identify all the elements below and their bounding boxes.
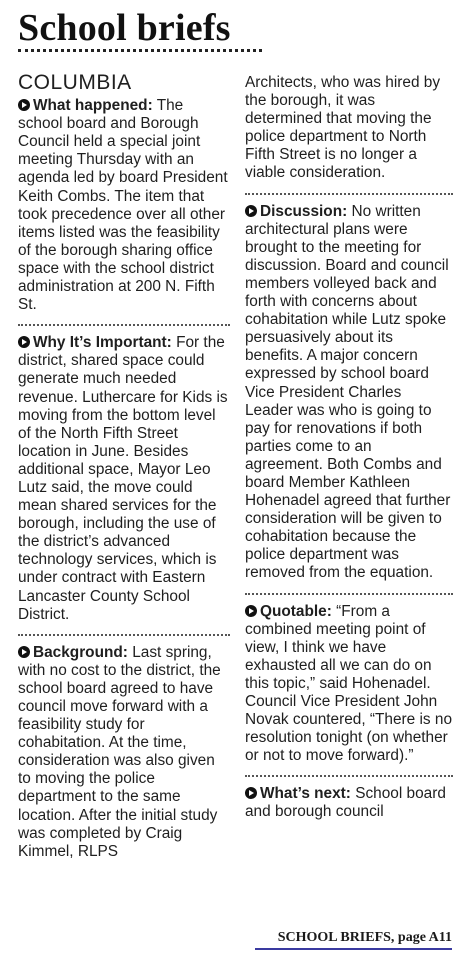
left-column bbox=[18, 71, 230, 861]
brief-what-happened bbox=[18, 97, 230, 314]
brief-label: Background: bbox=[33, 643, 128, 661]
brief-label: What happened: bbox=[33, 97, 153, 115]
play-bullet-icon bbox=[245, 205, 257, 217]
dotted-separator bbox=[18, 634, 230, 636]
brief-paragraph bbox=[18, 97, 230, 314]
brief-why-important bbox=[18, 334, 230, 624]
brief-paragraph bbox=[245, 203, 453, 583]
dotted-separator bbox=[245, 775, 453, 777]
play-bullet-icon bbox=[18, 99, 30, 111]
brief-body: School board and borough council bbox=[245, 785, 446, 821]
brief-body: Last spring, with no cost to the district, the school board agreed to have council move forward with a feasibility study for cohabitation. At the time, consideration was also given to moving the police department to the same location. After the initial study was completed by Craig Kimmel, RLPS bbox=[18, 643, 221, 860]
town-heading: COLUMBIA bbox=[18, 71, 132, 94]
brief-paragraph bbox=[18, 334, 230, 624]
brief-background-continued bbox=[245, 74, 453, 183]
section-title: School briefs bbox=[18, 7, 231, 49]
brief-paragraph bbox=[245, 603, 453, 766]
play-bullet-icon bbox=[18, 646, 30, 658]
title-dotted-rule bbox=[18, 49, 262, 52]
play-bullet-icon bbox=[245, 787, 257, 799]
brief-paragraph bbox=[245, 785, 453, 821]
right-column bbox=[245, 74, 453, 822]
play-bullet-icon bbox=[18, 336, 30, 348]
brief-label: What’s next: bbox=[260, 785, 351, 803]
brief-body: No written architectural plans were brought to the meeting for discussion. Board and council members volleyed back and forth with concerns about cohabitation while Lutz spoke persuasively about its benefits. A major concern expressed by school board Vice President Charles Leader was who is going to pay for renovations if both parties come to an agreement. Both Combs and board Member Kathleen Hohenadel agreed that further consideration will be given to cohabitation because the police department was removed from the equation. bbox=[245, 202, 451, 582]
brief-body: The school board and Borough Council held a special joint meeting Thursday with an agenda led by board President Keith Combs. The item that took precedence over all other items listed was the feasibility of the borough sharing office space with the school district administration at 200 N. Fifth St. bbox=[18, 97, 228, 314]
dotted-separator bbox=[18, 324, 230, 326]
brief-discussion bbox=[245, 203, 453, 583]
brief-background bbox=[18, 644, 230, 861]
brief-paragraph bbox=[18, 644, 230, 861]
play-bullet-icon bbox=[245, 605, 257, 617]
dotted-separator bbox=[245, 593, 453, 595]
brief-body: For the district, shared space could generate much needed revenue. Luthercare for Kids is moving from the bottom level of the North Fifth Street location in June. Besides additional space, Mayor Leo Lutz said, the move could mean shared services for the borough, including the use of the district’s advanced technology services, which is under contract with Eastern Lancaster County School District. bbox=[18, 334, 228, 623]
continued-jump-link[interactable]: SCHOOL BRIEFS, page A11 bbox=[255, 930, 452, 950]
brief-body-continued: Architects, who was hired by the borough, it was determined that moving the police department to North Fifth Street is no longer a viable consideration. bbox=[245, 74, 441, 182]
brief-quotable bbox=[245, 603, 453, 766]
brief-body: “From a combined meeting point of view, I think we have exhausted all we can do on this topic,” said Hohenadel. Council Vice President John Novak countered, “There is no resolution tonight (on whether or not to move forward).” bbox=[245, 602, 453, 765]
brief-label: Discussion: bbox=[260, 202, 348, 220]
brief-label: Why It’s Important: bbox=[33, 334, 172, 352]
brief-whats-next bbox=[245, 785, 453, 821]
brief-label: Quotable: bbox=[260, 602, 332, 620]
dotted-separator bbox=[245, 193, 453, 195]
